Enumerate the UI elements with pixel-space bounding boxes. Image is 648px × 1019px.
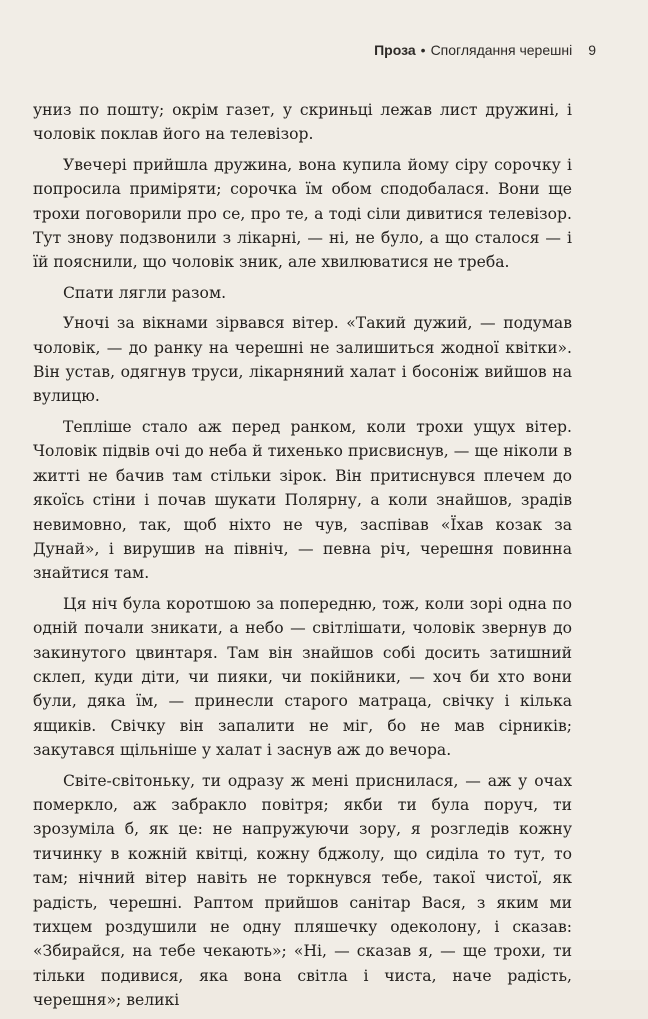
paragraph: Уночі за вікнами зірвався вітер. «Такий дужий, — подумав чоловік, — до ранку на черешні не залишиться жодної квітки». Він устав, одягнув труси, лікарняний халат і босоніж вийшов на вулицю. <box>33 314 572 406</box>
section-title: Проза <box>374 42 416 58</box>
paragraph: униз по пошту; окрім газет, у скриньці лежав лист дружині, і чоловік поклав його на телевізор. <box>33 101 572 144</box>
paragraph: Світе-світоньку, ти одразу ж мені приснилася, — аж у очах померкло, аж забракло повітря; якби ти була поруч, ти зрозуміла б, як це: не напружуючи зору, я розгледів кожну тичинку в кожній квітці, кожну бджолу, що сиділа то тут, то там; нічний вітер навіть не торкнувся тебе, такої чистої, як радість, черешні. Раптом прийшов санітар Вася, з яким ми тихцем роздушили не одну пляшечку одеколону, і сказав: «Збирайся, на тебе чекають»; «Ні, — сказав я, — ще трохи, ти тільки подивися, яка вона світла і чиста, наче радість, черешня»; великі <box>33 771 572 1010</box>
paragraph: Ця ніч була коротшою за попередню, тож, коли зорі одна по одній почали зникати, а небо — світлішати, чоловік звернув до закинутого цвинтаря. Там він знайшов собі досить затишний склеп, куди діти, чи пияки, чи покійники, — хоч би хто вони були, дяка їм, — принесли старого матраца, свічку і кілька ящиків. Свічку він запалити не міг, бо не мав сірників; закутався щільніше у халат і заснув аж до вечора. <box>33 594 572 760</box>
paragraph: Увечері прийшла дружина, вона купила йому сіру сорочку і попросила приміряти; сорочка їм обом сподобалася. Вони ще трохи поговорили про се, про те, а тоді сіли дивитися телевізор. Тут знову подзвонили з лікарні, — ні, не було, а що сталося — і їй пояснили, що чоловік зник, але хвилюватися не треба. <box>33 155 572 272</box>
running-head <box>374 42 596 58</box>
paragraph: Спати лягли разом. <box>63 283 227 302</box>
header-separator: • <box>420 42 426 58</box>
story-title: Споглядання черешні <box>430 42 573 58</box>
paragraph: Тепліше стало аж перед ранком, коли трохи ущух вітер. Чоловік підвів очі до неба й тихенько присвиснув, — ще ніколи в житті не бачив там стільки зірок. Він притиснувся плечем до якоїсь стіни і почав шукати Полярну, а коли знайшов, зрадів невимовно, так, щоб ніхто не чув, заспівав «Їхав козак за Дунай», і вирушив на північ, — певна річ, черешня повинна знайтися там. <box>33 417 572 583</box>
page-number: 9 <box>588 42 596 58</box>
body-text <box>33 98 572 1019</box>
